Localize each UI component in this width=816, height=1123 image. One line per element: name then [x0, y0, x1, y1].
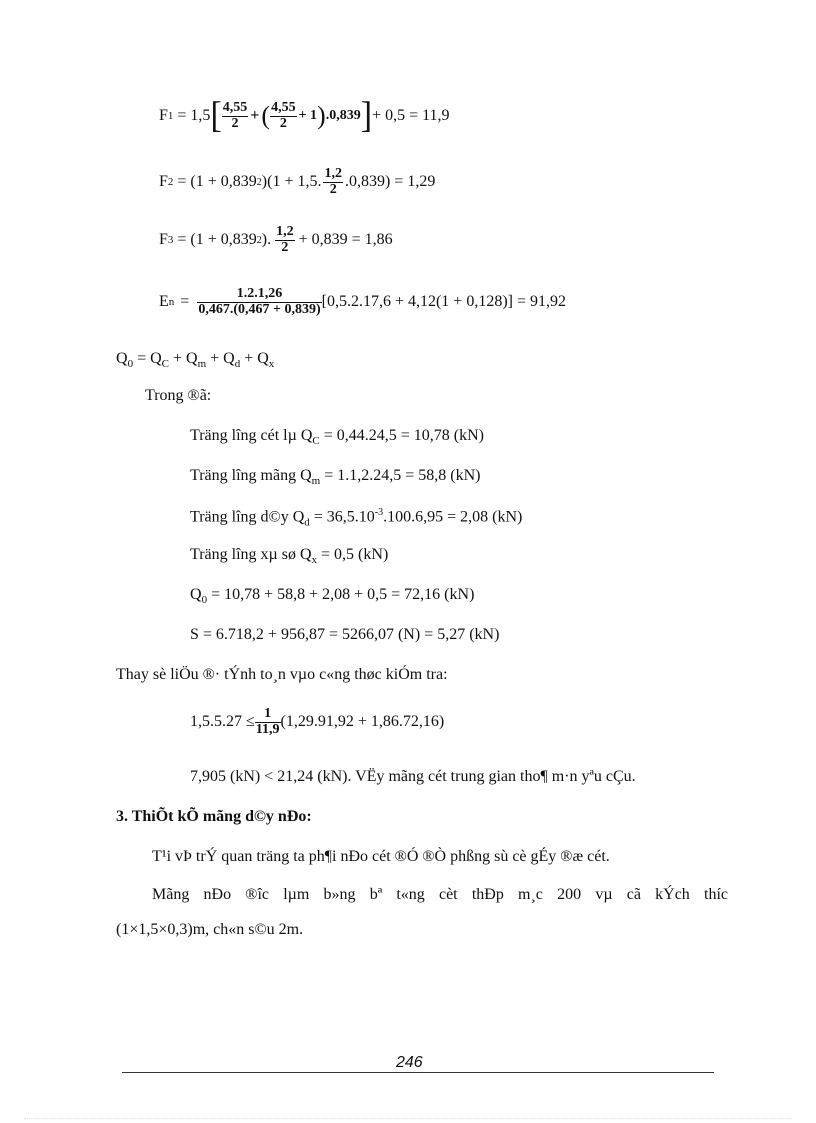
thay-so-line: Thay sè liÖu ®· tÝnh to¸n vµo c«ng thøc kiÓm tra: — [116, 666, 448, 683]
item-s: S = 6.718,2 + 956,87 = 5266,07 (N) = 5,27 (kN) — [190, 626, 500, 643]
formula-f2: F 2 = (1 + 0,839 2 )(1 + 1,5. $\frac{1,2}{2}$ .0,839) = 1,29 — [159, 165, 436, 197]
check-inequality: 1,5.5.27 ≤ $\frac{1}{11,9}$ (1,29.91,92 + 1,86.72,16) — [190, 705, 445, 737]
fraction: $\frac{1,2}{2}$ — [276, 223, 294, 255]
fraction: $\frac{1}{11,9}$ — [255, 705, 280, 737]
paragraph-2-line-1: Mãng nÐo ®îc lµm b»ng bª t«ng cèt thÐp m¸c 200 vµ cã kÝch thíc — [152, 886, 728, 903]
result-line: 7,905 (kN) < 21,24 (kN). VËy mãng cét trung gian tho¶ m·n yªu cÇu. — [190, 768, 636, 785]
page-number: 246 — [396, 1054, 423, 1071]
paragraph-2-line-2: (1×1,5×0,3)m, ch«n s©u 2m. — [116, 921, 304, 938]
section-heading: 3. ThiÕt kÕ mãng d©y nÐo: — [116, 808, 312, 825]
item-mong: Träng lîng mãng $Q_m = 1.1,2.24,5 = 58,8$ (kN) — [190, 467, 481, 488]
formula-en: E n = $\frac{1.2.1,26}{0,467.(0,467 + 0,839)}$ [0,5.2.17,6 + 4,12(1 + 0,128)] = 91,92 — [159, 285, 567, 317]
item-day: Träng lîng d©y $Q_d = 36,5.10^{-3}.100.6,95 = 2,08$ (kN) — [190, 507, 523, 529]
formula-q0: $Q_0 = Q_C + Q_m + Q_d + Q_x$ — [116, 350, 275, 371]
formula-f1: F 1 = 1,5 [ $\frac{4,55}{2}$ + ( $\frac{4,55}{2}$ + 1 ) .0,839 ] + 0,5 = 11,9 — [159, 95, 450, 136]
fraction: $\frac{1,2}{2}$ — [324, 165, 342, 197]
item-coc: Träng lîng cét lµ $Q_C = 0,44.24,5 = 10,78$ (kN) — [190, 427, 485, 448]
formula-f3: F 3 = (1 + 0,839 2 ). $\frac{1,2}{2}$ + 0,839 = 1,86 — [159, 223, 393, 255]
page-edge-dots — [24, 1118, 792, 1119]
trong-do-label: Trong ®ã: — [145, 387, 212, 404]
paragraph-1: T¹i vÞ trÝ quan träng ta ph¶i nÐo cét ®Ó ®Ò phßng sù cè gÉy ®æ cét. — [152, 848, 610, 865]
footer-rule — [122, 1072, 714, 1073]
fraction: $\frac{4,55}{2}$ — [222, 99, 248, 131]
fraction: $\frac{1.2.1,26}{0,467.(0,467 + 0,839)}$ — [198, 285, 321, 317]
item-xa: Träng lîng xµ sø $Q_x = 0,5$ (kN) — [190, 546, 389, 567]
fraction: $\frac{4,55}{2}$ — [271, 99, 296, 131]
item-q0-sum: $Q_0 = 10,78 + 58,8 + 2,08 + 0,5 = 72,16$ (kN) — [190, 586, 475, 607]
